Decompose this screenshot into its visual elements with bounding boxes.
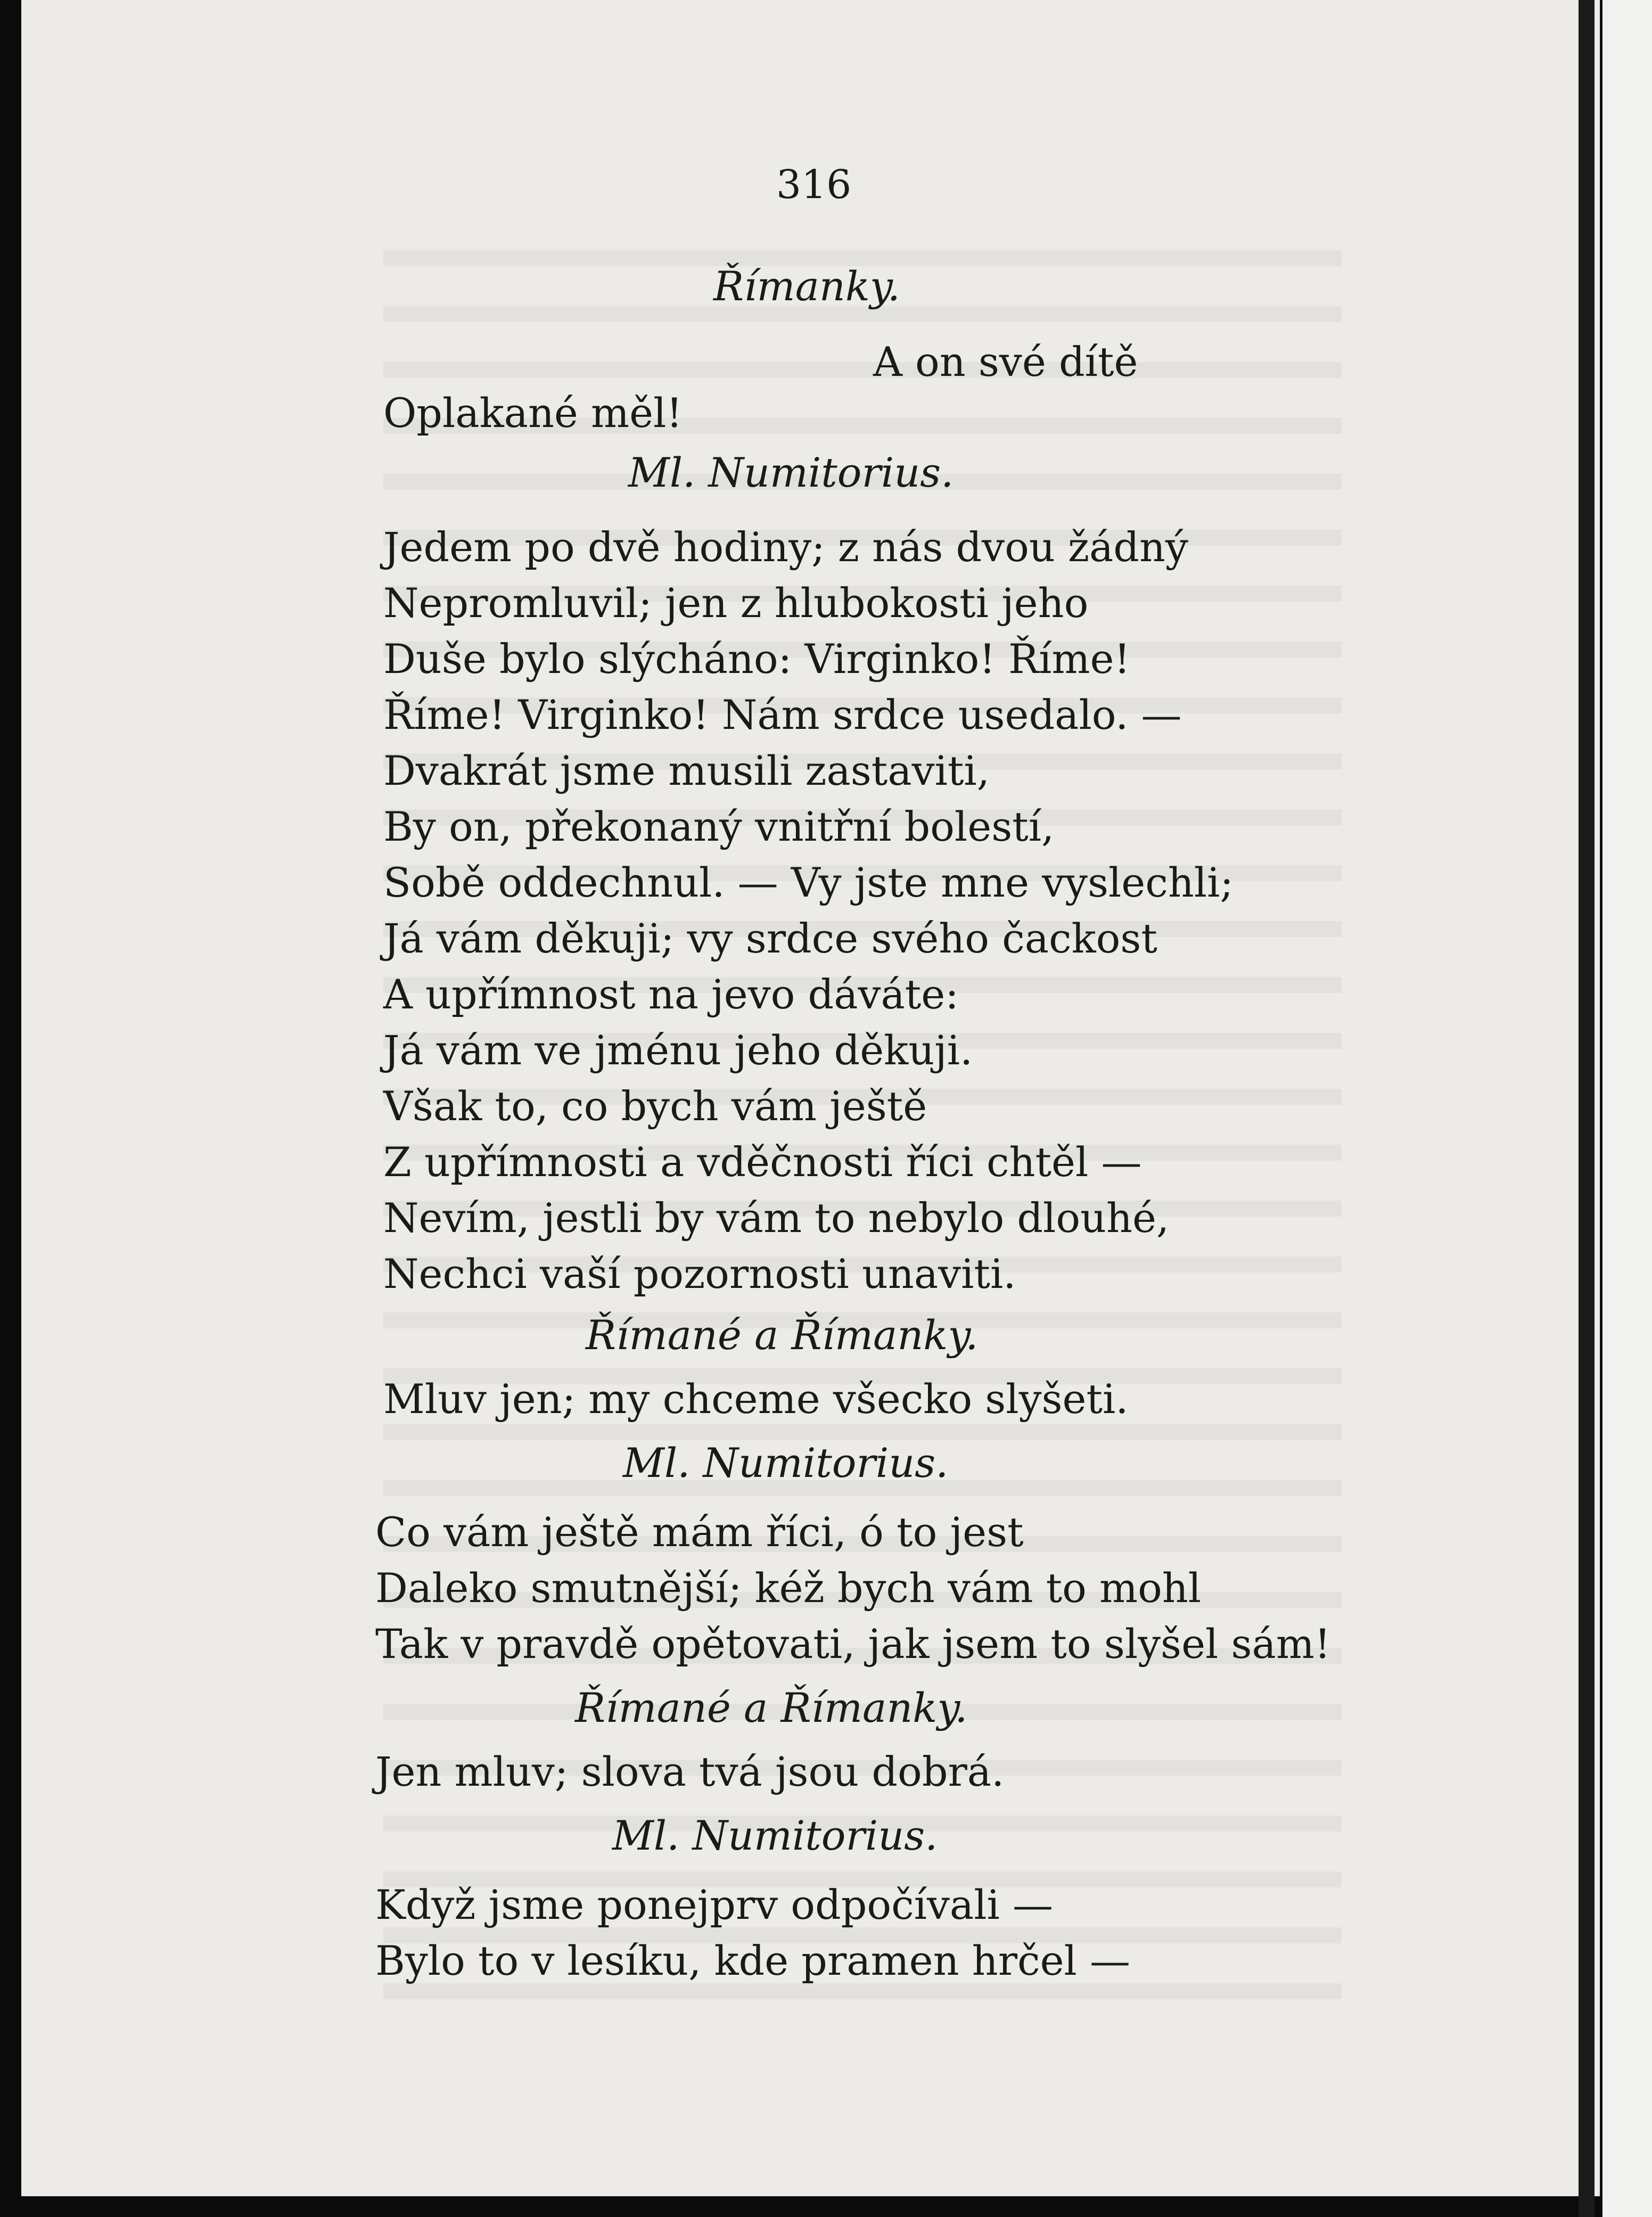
speaker-heading: Římanky. [713,262,900,310]
verse-line: Když jsme ponejprv odpočívali — [375,1881,1053,1928]
verse-line: Já vám děkuji; vy srdce svého čackost [383,915,1157,962]
verse-line: Sobě oddechnul. — Vy jste mne vyslechli; [383,859,1234,906]
verse-line: Já vám ve jménu jeho děkuji. [383,1027,973,1074]
verse-line: Však to, co bych vám ještě [383,1082,927,1130]
page-number: 316 [776,162,852,208]
verse-line: By on, překonaný vnitřní bolestí, [383,803,1055,850]
verse-line: Oplakané měl! [383,389,683,437]
speaker-heading: Římané a Římanky. [575,1684,968,1731]
verse-line: Nepromluvil; jen z hlubokosti jeho [383,579,1089,627]
verse-line: Tak v pravdě opětovati, jak jsem to slyšel sám! [375,1620,1331,1668]
verse-line: Nechci vaší pozornosti unaviti. [383,1250,1016,1298]
verse-line: Mluv jen; my chceme všecko slyšeti. [383,1375,1129,1423]
book-page [21,0,1600,2196]
speaker-heading: Ml. Numitorius. [612,1812,938,1859]
verse-line: Bylo to v lesíku, kde pramen hrčel — [375,1937,1131,1984]
verse-line: Nevím, jestli by vám to nebylo dlouhé, [383,1194,1170,1242]
verse-line: A on své dítě [873,338,1138,385]
speaker-heading: Ml. Numitorius. [628,449,954,496]
verse-line: Duše bylo slýcháno: Virginko! Říme! [383,635,1131,683]
verse-line: Říme! Virginko! Nám srdce usedalo. — [383,691,1182,738]
verse-line: Daleko smutnější; kéž bych vám to mohl [375,1564,1202,1612]
page-edge-shadow [1579,0,1595,2217]
verse-line: Co vám ještě mám říci, ó to jest [375,1508,1024,1556]
verse-line: Jedem po dvě hodiny; z nás dvou žádný [383,523,1188,571]
verse-line: Z upřímnosti a vděčnosti říci chtěl — [383,1138,1142,1186]
verse-line: A upřímnost na jevo dáváte: [383,971,959,1018]
speaker-heading: Římané a Římanky. [586,1311,979,1359]
verse-line: Jen mluv; slova tvá jsou dobrá. [375,1748,1005,1795]
adjacent-page-edge [1602,0,1652,2217]
verse-line: Dvakrát jsme musili zastaviti, [383,747,990,794]
speaker-heading: Ml. Numitorius. [623,1439,949,1487]
